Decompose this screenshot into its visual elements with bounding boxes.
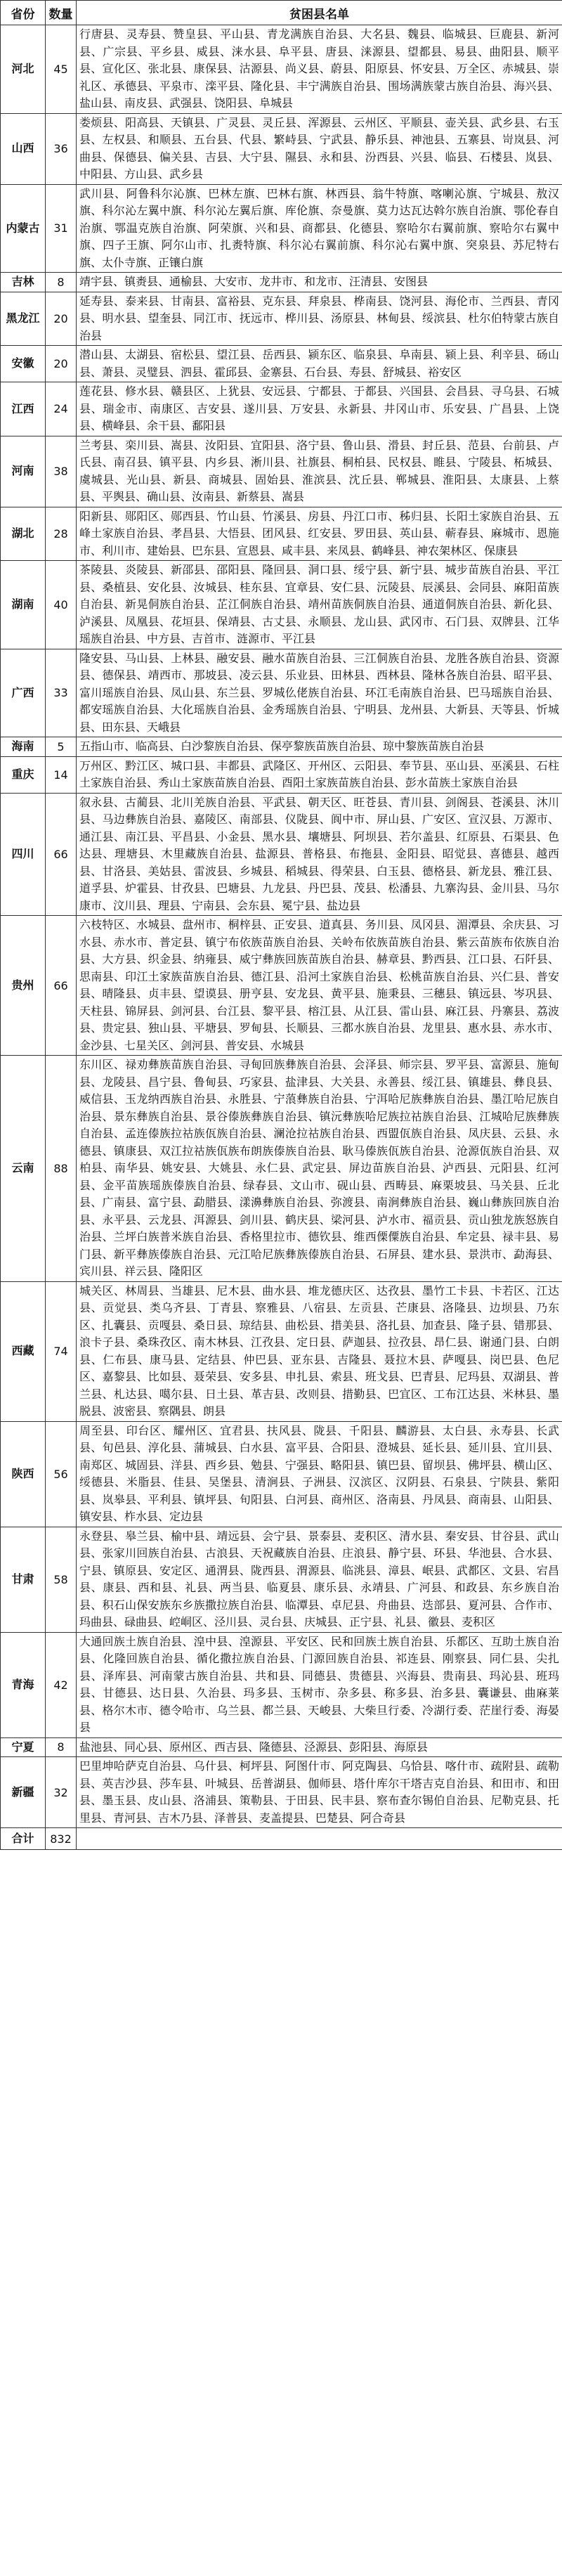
province-cell: 湖南 — [1, 561, 46, 649]
county-list-cell: 永登县、皋兰县、榆中县、靖远县、会宁县、景泰县、麦积区、清水县、秦安县、甘谷县、武山县、张家川回族自治县、古浪县、天祝藏族自治县、庄浪县、静宁县、环县、华池县、合水县、宁县、镇原县、安定区、通渭县、陇西县、渭源县、临洮县、漳县、岷县、武都区、文县、宕昌县、康县、西和县、礼县、两当县、临夏县、康乐县、永靖县、广河县、和政县、东乡族自治县、积石山保安族东乡族撒拉族自治县、临潭县、卓尼县、舟曲县、迭部县、夏河县、合作市、玛曲县、碌曲县、崆峒区、泾川县、灵台县、庆城县、正宁县、礼县、徽县、麦积区 — [77, 1527, 562, 1632]
province-cell: 四川 — [1, 793, 46, 916]
county-count-cell: 5 — [46, 737, 77, 757]
table-row — [1, 25, 562, 114]
county-list-cell: 隆安县、马山县、上林县、融安县、融水苗族自治县、三江侗族自治县、龙胜各族自治县、资源县、德保县、靖西市、那坡县、凌云县、乐业县、田林县、西林县、隆林各族自治县、昭平县、富川瑶族自治县、凤山县、东兰县、罗城仫佬族自治县、环江毛南族自治县、巴马瑶族自治县、都安瑶族自治县、大化瑶族自治县、金秀瑶族自治县、宁明县、龙州县、大新县、天等县、忻城县、田东县、天峨县 — [77, 649, 562, 737]
table-header-row — [1, 1, 562, 25]
table-row — [1, 737, 562, 757]
province-cell: 海南 — [1, 737, 46, 757]
table-row — [1, 113, 562, 184]
table-row — [1, 793, 562, 916]
county-list-cell: 六枝特区、水城县、盘州市、桐梓县、正安县、道真县、务川县、凤冈县、湄潭县、余庆县、习水县、赤水市、普定县、镇宁布依族苗族自治县、关岭布依族苗族自治县、紫云苗族布依族自治县、大方县、织金县、纳雍县、威宁彝族回族苗族自治县、赫章县、黔西县、江口县、石阡县、思南县、印江土家族苗族自治县、德江县、沿河土家族自治县、松桃苗族自治县、兴仁县、普安县、晴隆县、贞丰县、望谟县、册亨县、安龙县、黄平县、施秉县、三穗县、镇远县、岑巩县、天柱县、锦屏县、剑河县、台江县、黎平县、榕江县、从江县、雷山县、麻江县、丹寨县、荔波县、贵定县、独山县、平塘县、罗甸县、长顺县、三都水族自治县、龙里县、惠水县、赤水市、金沙县、七星关区、剑河县、普安县、水城县 — [77, 916, 562, 1056]
table-row — [1, 1281, 562, 1421]
total-row — [1, 1828, 562, 1850]
county-count-cell: 20 — [46, 292, 77, 346]
county-list-cell: 茶陵县、炎陵县、新邵县、邵阳县、隆回县、洞口县、绥宁县、新宁县、城步苗族自治县、平江县、桑植县、安化县、汝城县、桂东县、宜章县、安仁县、沅陵县、辰溪县、会同县、麻阳苗族自治县、新晃侗族自治县、芷江侗族自治县、靖州苗族侗族自治县、通道侗族自治县、新化县、泸溪县、凤凰县、花垣县、保靖县、古丈县、永顺县、龙山县、武冈市、石门县、双牌县、江华瑶族自治县、中方县、吉首市、涟源市、平江县 — [77, 561, 562, 649]
county-count-cell: 40 — [46, 561, 77, 649]
table-row — [1, 649, 562, 737]
county-count-cell: 58 — [46, 1527, 77, 1632]
county-list-cell: 莲花县、修水县、赣县区、上犹县、安远县、宁都县、于都县、兴国县、会昌县、寻乌县、石城县、瑞金市、南康区、吉安县、遂川县、万安县、永新县、井冈山市、乐安县、广昌县、上饶县、横峰县、余干县、鄱阳县 — [77, 382, 562, 436]
province-cell: 新疆 — [1, 1757, 46, 1828]
county-list-cell: 娄烦县、阳高县、天镇县、广灵县、灵丘县、浑源县、云州区、平顺县、壶关县、武乡县、右玉县、左权县、和顺县、五台县、代县、繁峙县、宁武县、静乐县、神池县、五寨县、岢岚县、河曲县、保德县、偏关县、吉县、大宁县、隰县、永和县、汾西县、兴县、临县、石楼县、岚县、中阳县、方山县、武乡县 — [77, 113, 562, 184]
province-cell: 陕西 — [1, 1421, 46, 1527]
table-row — [1, 756, 562, 793]
county-list-cell: 万州区、黔江区、城口县、丰都县、武隆区、开州区、云阳县、奉节县、巫山县、巫溪县、石柱土家族自治县、秀山土家族苗族自治县、酉阳土家族苗族自治县、彭水苗族土家族自治县 — [77, 756, 562, 793]
table-row — [1, 436, 562, 507]
table-row — [1, 273, 562, 292]
county-count-cell: 56 — [46, 1421, 77, 1527]
county-count-cell: 36 — [46, 113, 77, 184]
province-cell: 河北 — [1, 25, 46, 114]
table-body — [1, 25, 562, 1850]
county-count-cell: 33 — [46, 649, 77, 737]
header-province: 省份 — [1, 1, 46, 25]
county-count-cell: 8 — [46, 273, 77, 292]
county-list-cell: 叙永县、古蔺县、北川羌族自治县、平武县、朝天区、旺苍县、青川县、剑阁县、苍溪县、沐川县、马边彝族自治县、嘉陵区、南部县、仪陇县、阆中市、屏山县、广安区、宣汉县、万源市、通江县、南江县、平昌县、小金县、黑水县、壤塘县、阿坝县、若尔盖县、红原县、石渠县、色达县、理塘县、木里藏族自治县、盐源县、普格县、布拖县、金阳县、昭觉县、喜德县、越西县、甘洛县、美姑县、雷波县、乡城县、稻城县、得荣县、白玉县、德格县、新龙县、雅江县、道孚县、炉霍县、甘孜县、巴塘县、九龙县、丹巴县、茂县、松潘县、九寨沟县、金川县、马尔康市、汶川县、理县、宁南县、会东县、冕宁县、盐边县 — [77, 793, 562, 916]
county-count-cell: 38 — [46, 436, 77, 507]
county-count-cell: 88 — [46, 1056, 77, 1282]
table-row — [1, 184, 562, 273]
province-cell: 吉林 — [1, 273, 46, 292]
province-cell: 青海 — [1, 1632, 46, 1737]
header-count: 数量 — [46, 1, 77, 25]
county-count-cell: 66 — [46, 793, 77, 916]
county-count-cell: 24 — [46, 382, 77, 436]
table-row — [1, 346, 562, 382]
county-list-cell: 阳新县、郧阳区、郧西县、竹山县、竹溪县、房县、丹江口市、秭归县、长阳土家族自治县、五峰土家族自治县、孝昌县、大悟县、团风县、红安县、罗田县、英山县、蕲春县、麻城市、恩施市、利川市、建始县、巴东县、宣恩县、咸丰县、来凤县、鹤峰县、神农架林区、保康县 — [77, 507, 562, 561]
province-cell: 云南 — [1, 1056, 46, 1282]
province-cell: 安徽 — [1, 346, 46, 382]
county-count-cell: 74 — [46, 1281, 77, 1421]
county-list-cell: 潜山县、太湖县、宿松县、望江县、岳西县、颍东区、临泉县、阜南县、颍上县、利辛县、砀山县、萧县、灵璧县、泗县、霍邱县、金寨县、石台县、寿县、舒城县、裕安区 — [77, 346, 562, 382]
province-cell: 黑龙江 — [1, 292, 46, 346]
county-list-cell: 延寿县、泰来县、甘南县、富裕县、克东县、拜泉县、桦南县、饶河县、海伦市、兰西县、青冈县、明水县、望奎县、同江市、抚远市、桦川县、汤原县、林甸县、绥滨县、杜尔伯特蒙古族自治县 — [77, 292, 562, 346]
table-row — [1, 1527, 562, 1632]
county-count-cell: 32 — [46, 1757, 77, 1828]
table-row — [1, 1056, 562, 1282]
table-row — [1, 1757, 562, 1828]
province-cell: 山西 — [1, 113, 46, 184]
province-cell: 河南 — [1, 436, 46, 507]
county-count-cell: 45 — [46, 25, 77, 114]
province-cell: 贵州 — [1, 916, 46, 1056]
table-row — [1, 1737, 562, 1757]
county-list-cell: 兰考县、栾川县、嵩县、汝阳县、宜阳县、洛宁县、鲁山县、滑县、封丘县、范县、台前县、卢氏县、南召县、镇平县、内乡县、淅川县、社旗县、桐柏县、民权县、睢县、宁陵县、柘城县、虞城县、光山县、新县、商城县、固始县、淮滨县、沈丘县、郸城县、淮阳县、太康县、上蔡县、平舆县、确山县、汝南县、新蔡县、嵩县 — [77, 436, 562, 507]
total-count: 832 — [46, 1828, 77, 1850]
county-list-cell: 巴里坤哈萨克自治县、乌什县、柯坪县、阿图什市、阿克陶县、乌恰县、喀什市、疏附县、疏勒县、英吉沙县、莎车县、叶城县、岳普湖县、伽师县、塔什库尔干塔吉克自治县、和田市、和田县、墨玉县、皮山县、洛浦县、策勒县、于田县、民丰县、察布查尔锡伯自治县、尼勒克县、托里县、青河县、吉木乃县、泽普县、麦盖提县、巴楚县、阿合奇县 — [77, 1757, 562, 1828]
province-cell: 宁夏 — [1, 1737, 46, 1757]
province-cell: 江西 — [1, 382, 46, 436]
table-row — [1, 292, 562, 346]
county-list-cell: 武川县、阿鲁科尔沁旗、巴林左旗、巴林右旗、林西县、翁牛特旗、喀喇沁旗、宁城县、敖汉旗、科尔沁左翼中旗、科尔沁左翼后旗、库伦旗、奈曼旗、莫力达瓦达斡尔族自治旗、鄂伦春自治旗、鄂温克族自治旗、阿荣旗、兴和县、商都县、化德县、察哈尔右翼前旗、察哈尔右翼中旗、四子王旗、阿尔山市、扎赉特旗、科尔沁右翼前旗、科尔沁右翼中旗、突泉县、苏尼特右旗、太仆寺旗、正镶白旗 — [77, 184, 562, 273]
table-row — [1, 1421, 562, 1527]
county-list-cell: 城关区、林周县、当雄县、尼木县、曲水县、堆龙德庆区、达孜县、墨竹工卡县、卡若区、江达县、贡觉县、类乌齐县、丁青县、察雅县、八宿县、左贡县、芒康县、洛隆县、边坝县、乃东区、扎囊县、贡嘎县、桑日县、琼结县、曲松县、措美县、洛扎县、加查县、隆子县、错那县、浪卡子县、桑珠孜区、南木林县、江孜县、定日县、萨迦县、拉孜县、昂仁县、谢通门县、白朗县、仁布县、康马县、定结县、仲巴县、亚东县、吉隆县、聂拉木县、萨嘎县、岗巴县、色尼区、嘉黎县、比如县、聂荣县、安多县、申扎县、索县、班戈县、巴青县、尼玛县、双湖县、普兰县、札达县、噶尔县、日土县、革吉县、改则县、措勤县、巴宜区、工布江达县、米林县、墨脱县、波密县、察隅县、朗县 — [77, 1281, 562, 1421]
county-count-cell: 66 — [46, 916, 77, 1056]
county-count-cell: 42 — [46, 1632, 77, 1737]
county-count-cell: 14 — [46, 756, 77, 793]
province-cell: 湖北 — [1, 507, 46, 561]
county-count-cell: 20 — [46, 346, 77, 382]
table-row — [1, 916, 562, 1056]
table-row — [1, 382, 562, 436]
province-cell: 甘肃 — [1, 1527, 46, 1632]
province-cell: 广西 — [1, 649, 46, 737]
county-list-cell: 周至县、印台区、耀州区、宜君县、扶风县、陇县、千阳县、麟游县、太白县、永寿县、长武县、旬邑县、淳化县、蒲城县、白水县、富平县、合阳县、澄城县、延长县、延川县、宜川县、南郑区、城固县、洋县、西乡县、勉县、宁强县、略阳县、镇巴县、留坝县、佛坪县、横山区、绥德县、米脂县、佳县、吴堡县、清涧县、子洲县、汉滨区、汉阴县、石泉县、宁陕县、紫阳县、岚皋县、平利县、镇坪县、旬阳县、白河县、商州区、洛南县、丹凤县、商南县、山阳县、镇安县、柞水县、定边县 — [77, 1421, 562, 1527]
header-county-list: 贫困县名单 — [77, 1, 562, 25]
province-cell: 重庆 — [1, 756, 46, 793]
county-list-cell: 靖宇县、镇赉县、通榆县、大安市、龙井市、和龙市、汪清县、安图县 — [77, 273, 562, 292]
county-list-cell: 大通回族土族自治县、湟中县、湟源县、平安区、民和回族土族自治县、乐都区、互助土族自治县、化隆回族自治县、循化撒拉族自治县、门源回族自治县、祁连县、刚察县、同仁县、尖扎县、泽库县、河南蒙古族自治县、共和县、同德县、贵德县、兴海县、贵南县、玛沁县、班玛县、甘德县、达日县、久治县、玛多县、玉树市、杂多县、称多县、治多县、囊谦县、曲麻莱县、格尔木市、德令哈市、乌兰县、都兰县、天峻县、大柴旦行委、冷湖行委、茫崖行委、海晏县 — [77, 1632, 562, 1737]
county-list-cell: 盐池县、同心县、原州区、西吉县、隆德县、泾源县、彭阳县、海原县 — [77, 1737, 562, 1757]
county-count-cell: 8 — [46, 1737, 77, 1757]
county-list-cell: 东川区、禄劝彝族苗族自治县、寻甸回族彝族自治县、会泽县、师宗县、罗平县、富源县、施甸县、龙陵县、昌宁县、鲁甸县、巧家县、盐津县、大关县、永善县、绥江县、镇雄县、彝良县、威信县、玉龙纳西族自治县、永胜县、宁蒗彝族自治县、宁洱哈尼族彝族自治县、墨江哈尼族自治县、景东彝族自治县、景谷傣族彝族自治县、镇沅彝族哈尼族拉祜族自治县、江城哈尼族彝族自治县、孟连傣族拉祜族佤族自治县、澜沧拉祜族自治县、西盟佤族自治县、凤庆县、云县、永德县、镇康县、双江拉祜族佤族布朗族傣族自治县、耿马傣族佤族自治县、沧源佤族自治县、双柏县、南华县、姚安县、大姚县、永仁县、武定县、屏边苗族自治县、泸西县、元阳县、红河县、金平苗族瑶族傣族自治县、绿春县、文山市、砚山县、西畴县、麻栗坡县、马关县、丘北县、广南县、富宁县、勐腊县、漾濞彝族自治县、弥渡县、南涧彝族自治县、巍山彝族回族自治县、永平县、云龙县、洱源县、剑川县、鹤庆县、梁河县、泸水市、福贡县、贡山独龙族怒族自治县、兰坪白族普米族自治县、香格里拉市、德钦县、维西傈僳族自治县、牟定县、禄丰县、易门县、新平彝族傣族自治县、元江哈尼族彝族傣族自治县、石屏县、建水县、景洪市、勐海县、宾川县、祥云县、隆阳区 — [77, 1056, 562, 1282]
table-row — [1, 507, 562, 561]
table-row — [1, 561, 562, 649]
province-cell: 内蒙古 — [1, 184, 46, 273]
county-count-cell: 28 — [46, 507, 77, 561]
total-empty-cell — [77, 1828, 562, 1850]
county-list-cell: 行唐县、灵寿县、赞皇县、平山县、青龙满族自治县、大名县、魏县、临城县、巨鹿县、新河县、广宗县、平乡县、威县、涞水县、阜平县、唐县、涞源县、望都县、易县、曲阳县、顺平县、宣化区、张北县、康保县、沽源县、尚义县、蔚县、阳原县、怀安县、万全区、赤城县、崇礼区、承德县、平泉市、滦平县、隆化县、丰宁满族自治县、围场满族蒙古族自治县、海兴县、盐山县、南皮县、武强县、饶阳县、阜城县 — [77, 25, 562, 114]
total-label: 合计 — [1, 1828, 46, 1850]
county-list-cell: 五指山市、临高县、白沙黎族自治县、保亭黎族苗族自治县、琼中黎族苗族自治县 — [77, 737, 562, 757]
province-cell: 西藏 — [1, 1281, 46, 1421]
table-row — [1, 1632, 562, 1737]
county-count-cell: 31 — [46, 184, 77, 273]
